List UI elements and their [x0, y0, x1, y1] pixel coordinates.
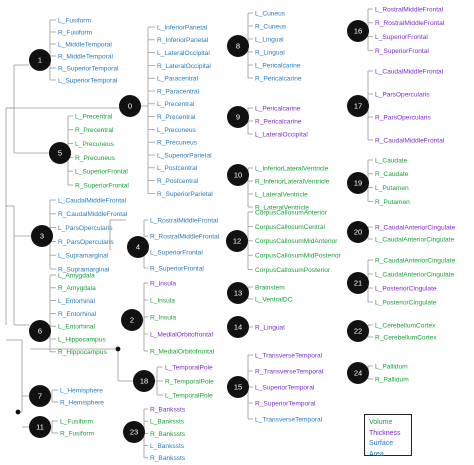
region-label-l-transversetemporal: L_TransverseTemporal: [255, 416, 323, 424]
region-label-l-pallidum: L_Pallidum: [375, 363, 408, 371]
region-label-r-pericalcarine: R_Pericalcarine: [255, 118, 302, 126]
region-label-l-pericalcarine: L_Pericalcarine: [255, 62, 301, 70]
region-label-r-hemisphere: R_Hemisphere: [60, 399, 104, 407]
cluster-number-17: 17: [353, 101, 363, 111]
region-label-r-precuneus: R_Precuneus: [75, 154, 115, 162]
region-label-corpuscallosumcentral: CorpusCallosumCentral: [255, 223, 325, 231]
region-label-r-lingual: R_Lingual: [255, 49, 285, 57]
region-label-l-superiorfrontal: L_SuperiorFrontal: [75, 168, 128, 176]
region-label-brainstem: Brainstem: [255, 284, 285, 292]
cluster-number-5: 5: [57, 148, 63, 158]
region-label-r-bankssts: R_Bankssts: [150, 430, 186, 438]
region-label-r-bankssts: R_Bankssts: [150, 406, 186, 414]
region-label-corpuscallosumanterior: CorpusCallosumAnterior: [255, 209, 327, 217]
region-label-l-caudalmiddlefrontal: L_CaudalMiddleFrontal: [375, 68, 444, 76]
cluster-number-1: 1: [37, 55, 43, 65]
region-label-l-lateralventricle: L_LateralVentricle: [255, 191, 308, 199]
region-label-l-rostralmiddlefrontal: L_RostralMiddleFrontal: [150, 217, 219, 225]
legend-thickness: Thickness: [369, 429, 401, 437]
region-label-l-rostralmiddlefrontal: L_RostralMiddleFrontal: [375, 6, 444, 14]
region-label-l-parsopercularis: L_ParsOpercularis: [58, 225, 113, 232]
region-label-r-postcentral: R_Postcentral: [157, 178, 199, 185]
region-label-r-superiorfrontal: R_SuperiorFrontal: [150, 265, 204, 273]
region-label-l-inferiorparietal: L_InferiorParietal: [157, 24, 208, 32]
region-label-l-precentral: L_Precentral: [157, 101, 195, 109]
cluster-number-14: 14: [233, 322, 243, 332]
region-label-l-caudalmiddlefrontal: L_CaudalMiddleFrontal: [58, 197, 127, 205]
region-label-r-precuneus: R_Precuneus: [157, 139, 197, 147]
region-label-r-precentral: R_Precentral: [157, 114, 196, 121]
cluster-number-16: 16: [353, 26, 363, 36]
cluster-number-15: 15: [233, 382, 243, 392]
region-label-r-insula: R_Insula: [150, 314, 177, 322]
cluster-number-11: 11: [36, 422, 44, 432]
region-label-l-transversetemporal: L_TransverseTemporal: [255, 352, 323, 360]
cluster-number-0: 0: [127, 101, 133, 111]
cluster-number-4: 4: [135, 242, 141, 252]
region-label-r-lateralventricle: R_LateralVentricle: [255, 204, 309, 212]
region-label-l-cuneus: L_Cuneus: [255, 10, 286, 18]
region-label-l-precuneus: L_Precuneus: [75, 141, 114, 148]
cluster-number-12: 12: [232, 236, 242, 246]
region-label-l-lingual: L_Lingual: [255, 36, 284, 44]
region-label-r-superiortemporal: R_SuperiorTemporal: [255, 400, 316, 408]
region-label-l-precuneus: L_Precuneus: [157, 126, 196, 134]
region-label-l-superiorfrontal: L_SuperiorFrontal: [150, 249, 203, 257]
region-label-l-ventraldc: L_VentralDC: [255, 296, 293, 304]
region-label-l-hemisphere: L_Hemisphere: [60, 387, 103, 395]
cluster-number-6: 6: [37, 326, 43, 336]
region-label-r-rostralmiddlefrontal: R_RostralMiddleFrontal: [375, 20, 445, 28]
region-label-r-medialorbitofrontal: R_MedialOrbitofrontal: [150, 348, 215, 356]
region-label-r-precentral: R_Precentral: [75, 127, 114, 135]
region-label-r-pallidum: R_Pallidum: [375, 376, 409, 384]
cluster-number-10: 10: [233, 170, 243, 180]
region-label-r-lingual: R_Lingual: [255, 324, 285, 332]
region-label-l-caudate: L_Caudate: [375, 157, 408, 165]
cluster-number-20: 20: [353, 227, 363, 237]
region-label-l-superiorfrontal: L_SuperiorFrontal: [375, 34, 428, 41]
region-label-l-entorhinal: L_Entorhinal: [58, 323, 96, 331]
region-label-r-hippocampus: R_Hippocampus: [58, 349, 107, 357]
region-label-r-caudalmiddlefrontal: R_CaudalMiddleFrontal: [375, 137, 445, 145]
region-label-l-middletemporal: L_MiddleTemporal: [58, 41, 112, 49]
region-label-l-caudalanteriorcingulate: L_CaudalAnteriorCingulate: [375, 271, 455, 279]
region-label-r-inferiorlateralventricle: R_InferiorLateralVentricle: [255, 178, 330, 186]
region-label-l-cerebellumcortex: L_CerebellumCortex: [375, 322, 436, 330]
region-label-l-superiorparietal: L_SuperiorParietal: [157, 152, 212, 160]
junction-dot: [16, 410, 21, 415]
region-label-r-bankssts: R_Bankssts: [150, 455, 186, 463]
region-label-r-caudalmiddlefrontal: R_CaudalMiddleFrontal: [58, 211, 128, 219]
region-label-l-putamen: L_Putamen: [375, 185, 409, 192]
cluster-number-19: 19: [353, 178, 363, 188]
region-label-l-posteriorcingulate: L_PosteriorCingulate: [375, 299, 437, 307]
region-label-r-insula: R_Insula: [150, 280, 177, 288]
cluster-number-13: 13: [233, 288, 243, 298]
region-label-l-fusiform: L_Fusiform: [60, 418, 93, 426]
region-label-l-fusiform: L_Fusiform: [58, 17, 91, 25]
cluster-number-9: 9: [235, 112, 241, 122]
region-label-l-posteriorcingulate: L_PosteriorCingulate: [375, 285, 437, 293]
region-label-r-cuneus: R_Cuneus: [255, 23, 287, 31]
region-label-r-superiorfrontal: R_SuperiorFrontal: [375, 47, 429, 55]
cluster-number-2: 2: [129, 315, 135, 325]
region-label-corpuscallosummidanterior: CorpusCallosumMidAnterior: [255, 238, 338, 246]
region-label-l-pericalcarine: L_Pericalcarine: [255, 105, 301, 113]
region-label-l-bankssts: L_Bankssts: [150, 443, 185, 450]
cluster-number-23: 23: [129, 427, 139, 437]
cluster-number-8: 8: [235, 41, 241, 51]
cluster-number-18: 18: [139, 376, 149, 386]
region-label-l-supramarginal: L_Supramarginal: [58, 252, 109, 260]
region-label-r-caudalanteriorcingulate: R_CaudalAnteriorCingulate: [375, 224, 456, 232]
region-label-r-fusiform: R_Fusiform: [60, 430, 95, 438]
region-label-r-superiorfrontal: R_SuperiorFrontal: [75, 182, 129, 190]
region-label-r-caudalanteriorcingulate: R_CaudalAnteriorCingulate: [375, 257, 456, 265]
region-label-r-inferiorparietal: R_InferiorParietal: [157, 37, 209, 45]
region-label-l-bankssts: L_Bankssts: [150, 418, 185, 426]
region-label-l-superiortemporal: L_SuperiorTemporal: [58, 77, 118, 85]
region-label-l-lateraloccipital: L_LateralOccipital: [157, 50, 210, 57]
region-label-l-lateraloccipital: L_LateralOccipital: [255, 131, 308, 139]
region-label-r-amygdala: R_Amygdala: [58, 285, 96, 293]
region-label-r-superiortemporal: R_SuperiorTemporal: [58, 65, 119, 73]
region-label-r-cerebellumcortex: R_CerebellumCortex: [375, 334, 437, 342]
region-label-r-pericalcarine: R_Pericalcarine: [255, 75, 302, 83]
cluster-number-24: 24: [353, 368, 363, 378]
region-label-r-entorhinal: R_Entorhinal: [58, 310, 97, 318]
region-label-l-caudalanteriorcingulate: L_CaudalAnteriorCingulate: [375, 236, 455, 244]
region-label-l-insula: L_Insula: [150, 297, 175, 305]
region-label-r-fusiform: R_Fusiform: [58, 29, 93, 37]
region-label-l-temporalpole: L_TemporalPole: [165, 392, 213, 400]
legend: [364, 414, 412, 456]
region-label-l-hippocampus: L_Hippocampus: [58, 336, 106, 344]
region-label-r-superiorparietal: R_SuperiorParietal: [157, 190, 213, 198]
region-label-l-paracentral: L_Paracentral: [157, 75, 199, 83]
region-label-r-paracentral: R_Paracentral: [157, 88, 200, 96]
region-label-l-postcentral: L_Postcentral: [157, 165, 198, 173]
region-label-r-parsopercularis: R_ParsOpercularis: [375, 114, 431, 122]
region-label-r-transversetemporal: R_TransverseTemporal: [255, 368, 324, 376]
region-label-corpuscallosumposterior: CorpusCallosumPosterior: [255, 267, 331, 274]
cluster-number-3: 3: [39, 231, 45, 241]
region-label-l-temporalpole: L_TemporalPole: [165, 364, 213, 372]
region-label-l-parsopercularis: L_ParsOpercularis: [375, 91, 430, 99]
region-label-r-caudate: R_Caudate: [375, 171, 409, 179]
region-label-l-inferiorlateralventricle: L_InferiorLateralVentricle: [255, 165, 329, 173]
region-label-l-medialorbitofrontal: L_MedialOrbitofrontal: [150, 331, 214, 339]
region-label-r-supramarginal: R_Supramarginal: [58, 266, 110, 274]
region-label-l-amygdala: L_Amygdala: [58, 272, 95, 280]
region-label-r-parsopercularis: R_ParsOpercularis: [58, 238, 114, 246]
region-label-r-rostralmiddlefrontal: R_RostralMiddleFrontal: [150, 233, 220, 241]
region-label-l-entorhinal: L_Entorhinal: [58, 298, 96, 305]
cluster-number-22: 22: [353, 326, 363, 336]
region-label-r-lateraloccipital: R_LateralOccipital: [157, 62, 211, 70]
junction-dot: [116, 347, 121, 352]
region-label-l-precentral: L_Precentral: [75, 113, 113, 121]
cluster-number-7: 7: [37, 391, 43, 401]
region-label-r-temporalpole: R_TemporalPole: [165, 378, 214, 386]
legend-surface-area: Surface Area: [369, 440, 394, 458]
cluster-number-21: 21: [353, 278, 363, 288]
legend-volume: Volume: [369, 419, 393, 426]
region-label-r-putamen: R_Putamen: [375, 198, 410, 206]
region-label-corpuscallosummidposterior: CorpusCallosumMidPosterior: [255, 252, 341, 260]
region-label-l-superiortemporal: L_SuperiorTemporal: [255, 384, 315, 392]
region-label-r-middletemporal: R_MiddleTemporal: [58, 53, 113, 61]
